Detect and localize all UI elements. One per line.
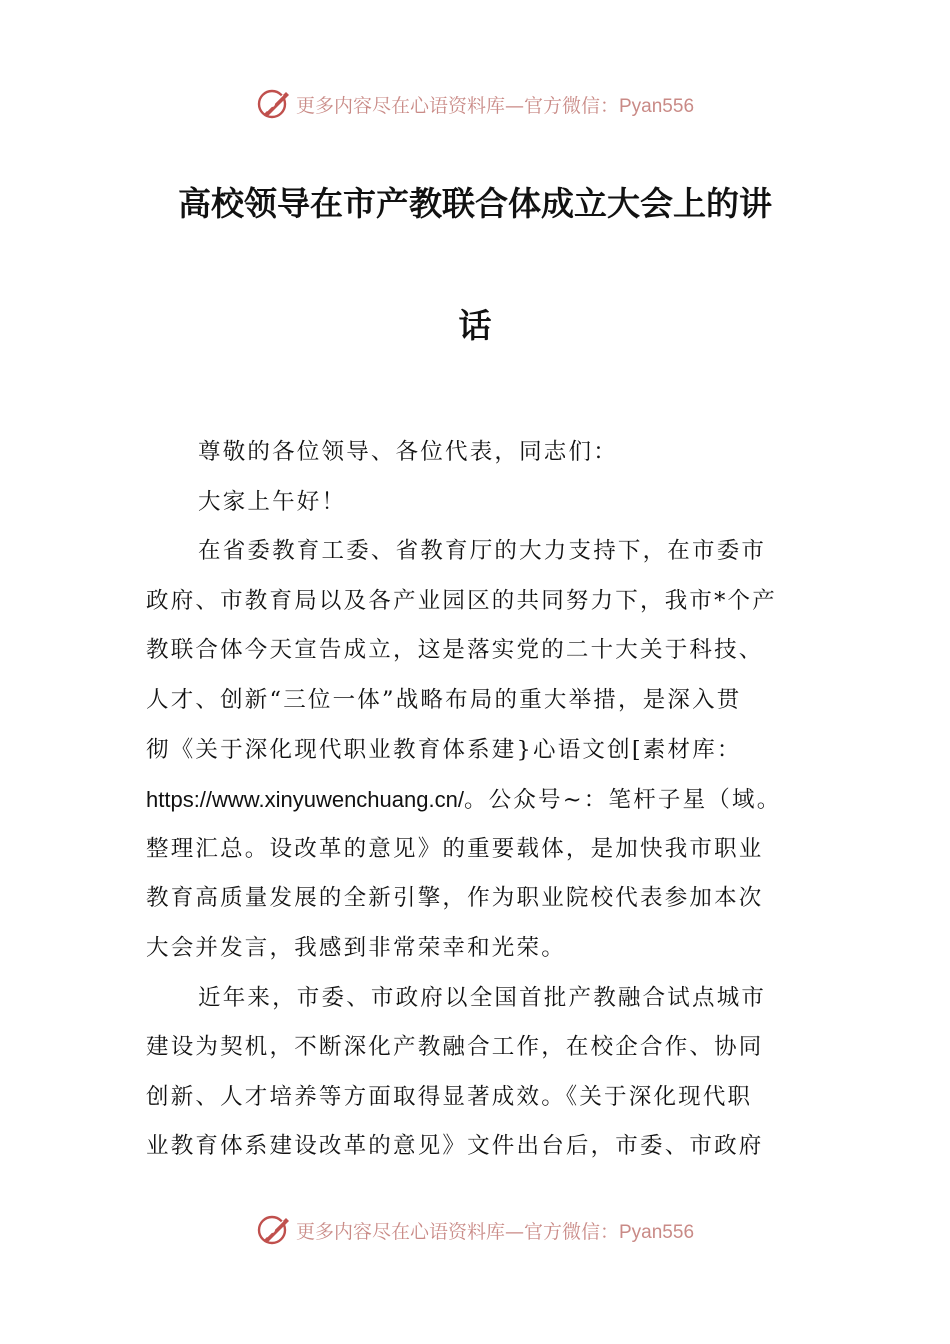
watermark-text: 更多内容尽在心语资料库—官方微信：Pyan556 [295,94,695,117]
footer-watermark [0,1210,950,1250]
header-watermark [0,84,950,124]
document-title-line-1: 高校领导在市产教联合体成立大会上的讲 [178,184,772,223]
paragraph-line: 建设为契机，不断深化产教融合工作，在校企合作、协同 [146,1034,764,1061]
greeting-line: 大家上午好！ [198,488,347,515]
document-title-line-2: 话 [458,306,492,345]
paragraph-line-with-url [146,775,810,825]
paragraph-line: 政府、市教育局以及各产业园区的共同努力下，我市*个产 [146,587,777,614]
paragraph-line: 人才、创新“三位一体”战略布局的重大举措，是深入贯 [146,686,742,713]
paragraph-line-text: 。公众号~：笔杆子星（域。 [463,787,782,814]
paragraph-line: 创新、人才培养等方面取得显著成效。《关于深化现代职 [146,1083,753,1110]
quill-logo-icon [256,1212,292,1248]
paragraph-line: 业教育体系建设改革的意见》文件出台后，市委、市政府 [146,1133,764,1160]
paragraph-line: 整理汇总。设改革的意见》的重要载体，是加快我市职业 [146,835,764,862]
paragraph-line: 近年来，市委、市政府以全国首批产教融合试点城市 [198,984,767,1011]
watermark-handle: Pyan556 [619,1221,695,1243]
watermark-text: 更多内容尽在心语资料库—官方微信：Pyan556 [295,1220,695,1243]
document-body [146,428,810,1172]
watermark-handle: Pyan556 [619,95,695,117]
salutation-line: 尊敬的各位领导、各位代表，同志们： [198,439,618,465]
website-url: https://www.xinyuwenchuang.cn/ [146,787,464,813]
paragraph-line: 教联合体今天宣告成立，这是落实党的二十大关于科技、 [146,637,764,664]
paragraph-line: 教育高质量发展的全新引擎，作为职业院校代表参加本次 [146,885,764,912]
paragraph-line: 大会并发言，我感到非常荣幸和光荣。 [146,934,566,961]
paragraph-line: 彻《关于深化现代职业教育体系建}心语文创[素材库： [146,736,742,763]
paragraph-line: 在省委教育工委、省教育厅的大力支持下，在市委市 [198,538,767,565]
quill-logo-icon [256,86,292,122]
